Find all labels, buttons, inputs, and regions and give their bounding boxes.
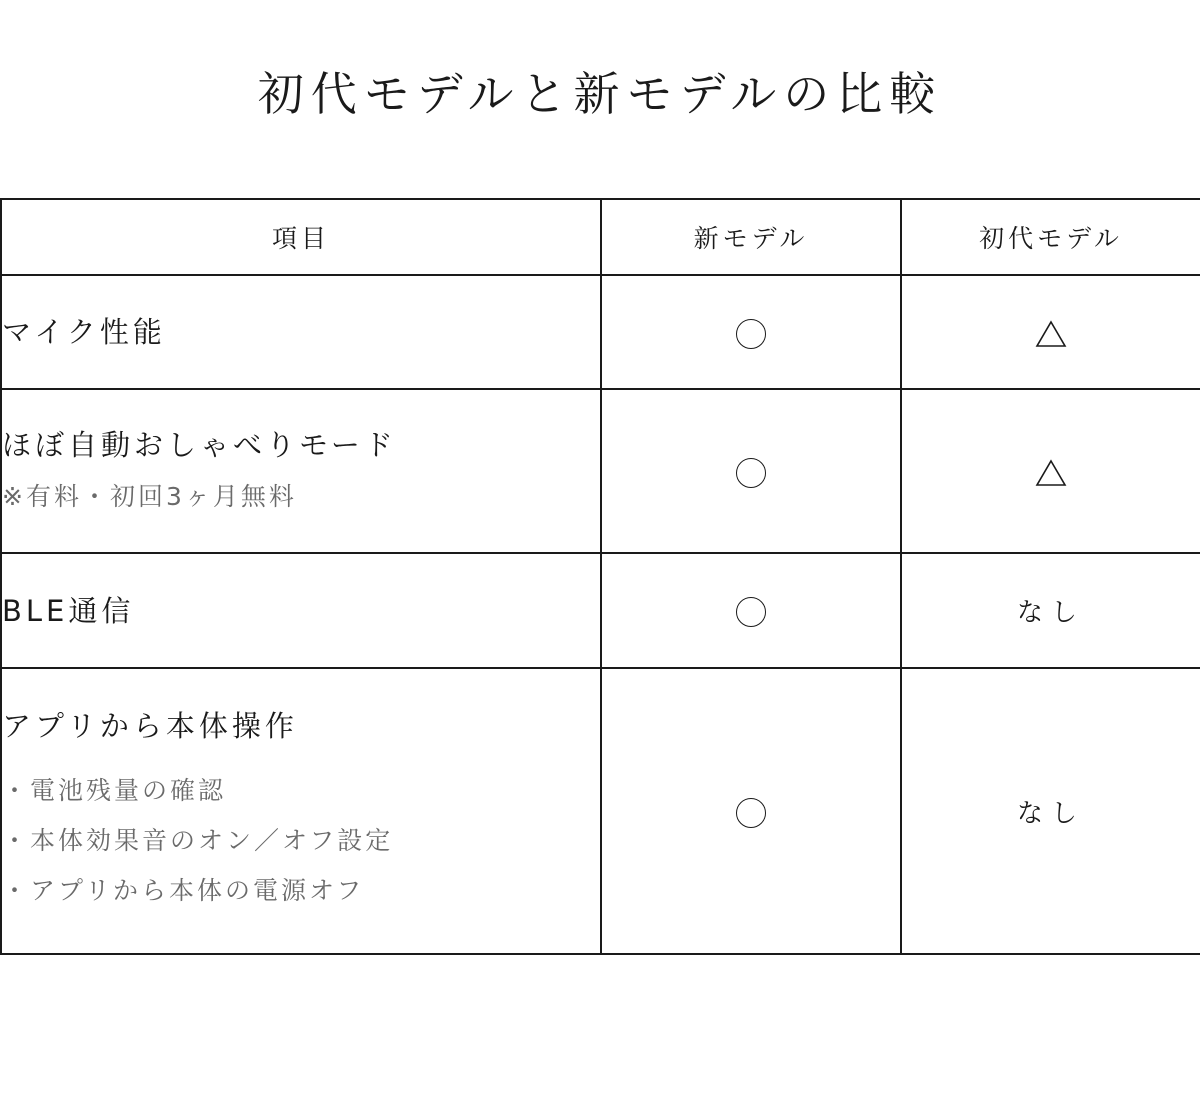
- feature-cell: [1, 389, 601, 553]
- header-original-model: 初代モデル: [901, 199, 1200, 275]
- feature-cell: [1, 553, 601, 668]
- feature-sub-list: [2, 766, 600, 916]
- original-model-cell: なし: [901, 553, 1200, 668]
- original-model-cell: [901, 275, 1200, 389]
- new-model-cell: [601, 553, 901, 668]
- circle-icon: [736, 597, 766, 627]
- table-row: [1, 389, 1200, 553]
- new-model-cell: [601, 389, 901, 553]
- page-title: 初代モデルと新モデルの比較: [257, 67, 943, 121]
- circle-icon: [736, 798, 766, 828]
- feature-name: ほぼ自動おしゃべりモード: [2, 428, 397, 462]
- table-row: [1, 668, 1200, 954]
- circle-icon: [736, 319, 766, 349]
- table-row: [1, 275, 1200, 389]
- comparison-table: [0, 198, 1200, 955]
- feature-cell: [1, 275, 601, 389]
- original-model-cell: [901, 389, 1200, 553]
- header-item: 項目: [1, 199, 601, 275]
- list-item: ・本体効果音のオン／オフ設定: [2, 826, 394, 855]
- feature-name: BLE通信: [2, 593, 135, 628]
- feature-name: マイク性能: [2, 315, 166, 349]
- new-model-cell: [601, 668, 901, 954]
- feature-note: ※有料・初回3ヶ月無料: [2, 482, 297, 511]
- table-row: [1, 553, 1200, 668]
- triangle-icon: [1035, 459, 1067, 487]
- original-model-cell: なし: [901, 668, 1200, 954]
- list-item: ・アプリから本体の電源オフ: [2, 876, 365, 905]
- triangle-icon: [1035, 320, 1067, 348]
- feature-cell: [1, 668, 601, 954]
- list-item: ・電池残量の確認: [2, 776, 227, 805]
- feature-name: アプリから本体操作: [2, 709, 298, 743]
- header-new-model: 新モデル: [601, 199, 901, 275]
- table-header-row: [1, 199, 1200, 275]
- new-model-cell: [601, 275, 901, 389]
- circle-icon: [736, 458, 766, 488]
